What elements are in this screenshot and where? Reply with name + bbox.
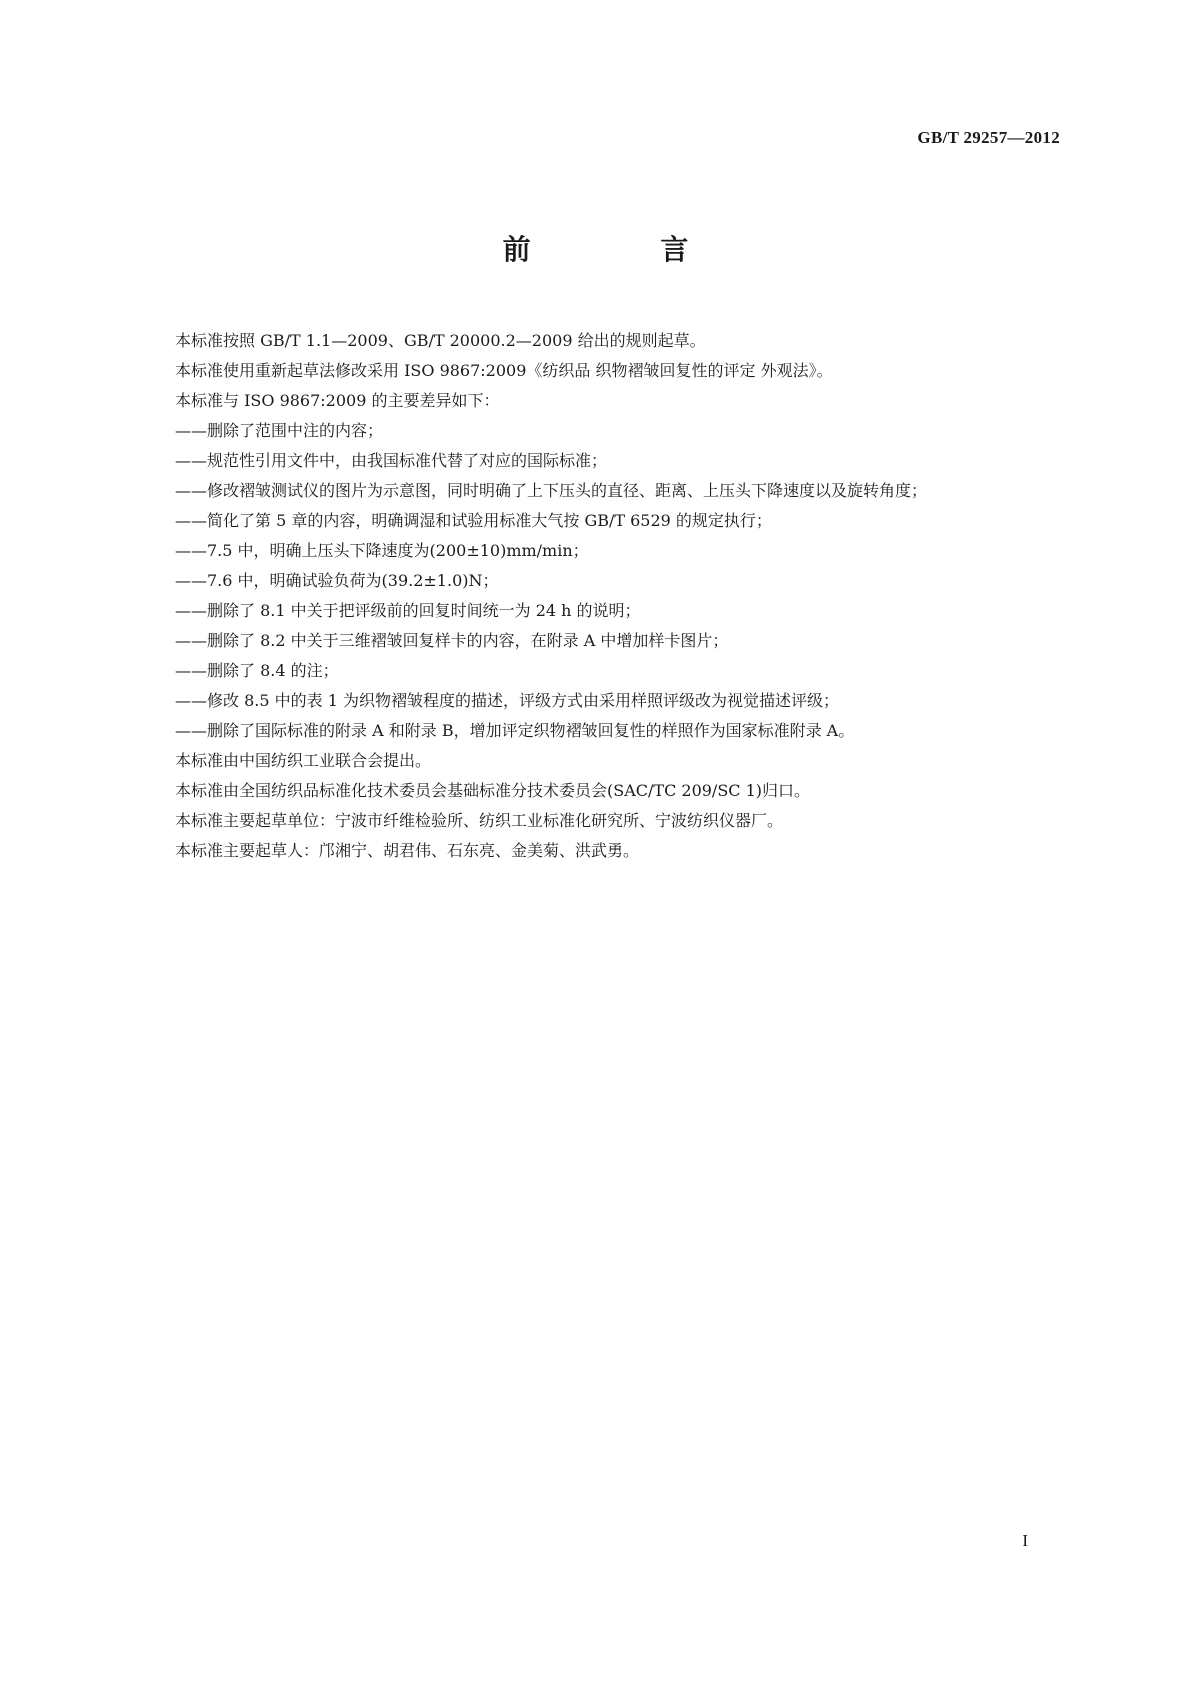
page-number: I bbox=[1022, 1531, 1028, 1550]
standard-code: GB/T 29257—2012 bbox=[917, 128, 1060, 147]
list-item: ——删除了国际标准的附录 A 和附录 B，增加评定织物褶皱回复性的样照作为国家标准附录 A。 bbox=[175, 721, 855, 740]
paragraph-proposer: 本标准由中国纺织工业联合会提出。 bbox=[175, 751, 432, 770]
list-item: ——删除了 8.4 的注； bbox=[175, 661, 339, 680]
list-item: ——修改 8.5 中的表 1 为织物褶皱程度的描述，评级方式由采用样照评级改为视觉描述评级； bbox=[175, 691, 839, 710]
paragraph-drafters: 本标准主要起草人：邝湘宁、胡君伟、石东亮、金美菊、洪武勇。 bbox=[175, 841, 640, 860]
list-item: ——删除了范围中注的内容； bbox=[175, 421, 384, 440]
list-item: ——删除了 8.1 中关于把评级前的回复时间统一为 24 h 的说明； bbox=[175, 601, 641, 620]
paragraph-committee: 本标准由全国纺织品标准化技术委员会基础标准分技术委员会(SAC/TC 209/SC 1)归口。 bbox=[175, 781, 811, 800]
list-item: ——简化了第 5 章的内容，明确调湿和试验用标准大气按 GB/T 6529 的规定执行； bbox=[175, 511, 772, 530]
list-item: ——修改褶皱测试仪的图片为示意图，同时明确了上下压头的直径、距离、上压头下降速度以及旋转角度； bbox=[175, 481, 928, 500]
list-item: ——7.6 中，明确试验负荷为(39.2±1.0)N； bbox=[175, 571, 499, 590]
paragraph-adoption: 本标准使用重新起草法修改采用 ISO 9867:2009《纺织品 织物褶皱回复性的评定 外观法》。 bbox=[175, 361, 833, 380]
foreword-body bbox=[175, 326, 1060, 866]
paragraph-drafting-rules: 本标准按照 GB/T 1.1—2009、GB/T 20000.2—2009 给出的规则起草。 bbox=[175, 331, 706, 350]
list-item: ——删除了 8.2 中关于三维褶皱回复样卡的内容，在附录 A 中增加样卡图片； bbox=[175, 631, 729, 650]
paragraph-drafting-units: 本标准主要起草单位：宁波市纤维检验所、纺织工业标准化研究所、宁波纺织仪器厂。 bbox=[175, 811, 784, 830]
list-item: ——规范性引用文件中，由我国标准代替了对应的国际标准； bbox=[175, 451, 608, 470]
differences-list bbox=[175, 416, 1060, 746]
page-title: 前 言 bbox=[502, 233, 749, 266]
paragraph-differences-intro: 本标准与 ISO 9867:2009 的主要差异如下： bbox=[175, 391, 500, 410]
list-item: ——7.5 中，明确上压头下降速度为(200±10)mm/min； bbox=[175, 541, 589, 560]
